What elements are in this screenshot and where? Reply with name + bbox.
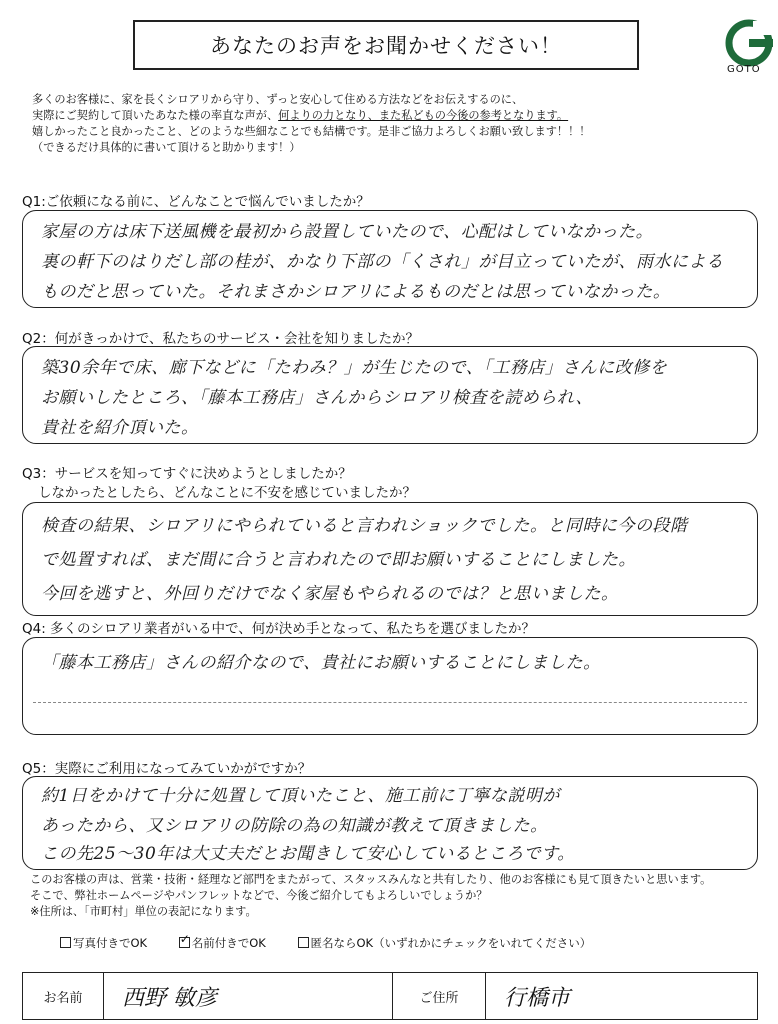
footer-line: ※住所は、「市町村」単位の表記になります。: [30, 905, 257, 918]
consent-options: [60, 935, 619, 951]
consent-photo[interactable]: 写真付きでOK: [60, 936, 147, 950]
intro-line: 多くのお客様に、家を長くシロアリから守り、ずっと安心して住める方法などをお伝えするのに、: [32, 93, 524, 106]
answer-line: 約1日をかけて十分に処置して頂いたこと、施工前に丁寧な説明が: [41, 786, 560, 806]
footer-text: [30, 872, 770, 920]
question-3: Q3：サービスを知ってすぐに決めようとしましたか？: [22, 466, 352, 482]
question-5: Q5：実際にご利用になってみていかがですか？: [22, 761, 312, 777]
question-2: Q2：何がきっかけで、私たちのサービス・会社を知りましたか？: [22, 331, 419, 347]
answer-box-2: [22, 346, 758, 444]
answer-box-4: [22, 637, 758, 735]
answer-box-5: [22, 776, 758, 870]
intro-line: 嬉しかったこと良かったこと、どのような些細なことでも結構です。是非ご協力よろしくお願い致します！！！: [32, 125, 591, 138]
answer-line: この先25〜30年は大丈夫だとお聞きして安心しているところです。: [41, 844, 575, 864]
intro-line: 実際にご契約して頂いたあなた様の率直な声が、何よりの力となり、また私どもの今後の参考となります。: [32, 109, 569, 122]
answer-line: 「藤本工務店」さんの紹介なので、貴社にお願いすることにしました。: [41, 653, 601, 673]
answer-line: 貴社を紹介頂いた。: [41, 418, 199, 438]
checkbox-icon[interactable]: [298, 937, 309, 948]
intro-line: （できるだけ具体的に書いて頂けると助かります！）: [32, 141, 301, 154]
consent-name[interactable]: ✓ 名前付きでOK: [179, 936, 266, 950]
name-value: 西野 敏彦: [104, 973, 393, 1019]
footer-line: そこで、弊社ホームページやパンフレットなどで、今後ご紹介してもよろしいでしょうか？: [30, 889, 488, 902]
answer-line: お願いしたところ、「藤本工務店」さんからシロアリ検査を読められ、: [41, 388, 593, 408]
ruled-line: [33, 702, 747, 703]
checked-checkbox-icon[interactable]: [179, 937, 190, 948]
answer-line: で処置すれば、まだ間に合うと言われたので即お願いすることにしました。: [41, 550, 636, 570]
question-1: Q1:ご依頼になる前に、どんなことで悩んでいましたか？: [22, 194, 370, 210]
intro-text: [32, 92, 752, 156]
page-title: あなたのお声をお聞かせください！: [133, 20, 639, 70]
logo-text: GOTO: [727, 64, 761, 75]
address-label: ご住所: [393, 973, 486, 1019]
answer-line: 裏の軒下のはりだし部の桂が、かなり下部の「くされ」が目立っていたが、雨水による: [41, 252, 724, 272]
answer-line: 検査の結果、シロアリにやられていると言われショックでした。と同時に今の段階: [41, 516, 688, 536]
name-address-table: [22, 972, 758, 1020]
footer-line: このお客様の声は、営業・技術・経理など部門をまたがって、スタッスみんなと共有したり、他のお客様にも見て頂きたいと思います。: [30, 873, 712, 886]
answer-box-1: [22, 210, 758, 308]
address-value: 行橋市: [504, 985, 571, 1011]
question-3-sub: しなかったとしたら、どんなことに不安を感じていましたか？: [38, 485, 416, 501]
answer-line: 築30余年で床、廊下などに「たわみ？」が生じたので、「工務店」さんに改修を: [41, 358, 668, 378]
name-label: お名前: [23, 973, 104, 1019]
answer-line: 家屋の方は床下送風機を最初から設置していたので、心配はしていなかった。: [41, 222, 654, 242]
answer-box-3: [22, 502, 758, 616]
checkbox-icon[interactable]: [60, 937, 71, 948]
answer-line: 今回を逃すと、外回りだけでなく家屋もやられるのでは？と思いました。: [41, 584, 619, 604]
question-4: Q4: 多くのシロアリ業者がいる中で、何が決め手となって、私たちを選びましたか？: [22, 621, 535, 637]
answer-line: あったから、又シロアリの防除の為の知識が教えて頂きました。: [41, 816, 548, 836]
answer-line: ものだと思っていた。それまさかシロアリによるものだとは思っていなかった。: [41, 282, 671, 302]
consent-anonymous[interactable]: 匿名ならOK（いずれかにチェックをいれてください）: [298, 936, 592, 950]
